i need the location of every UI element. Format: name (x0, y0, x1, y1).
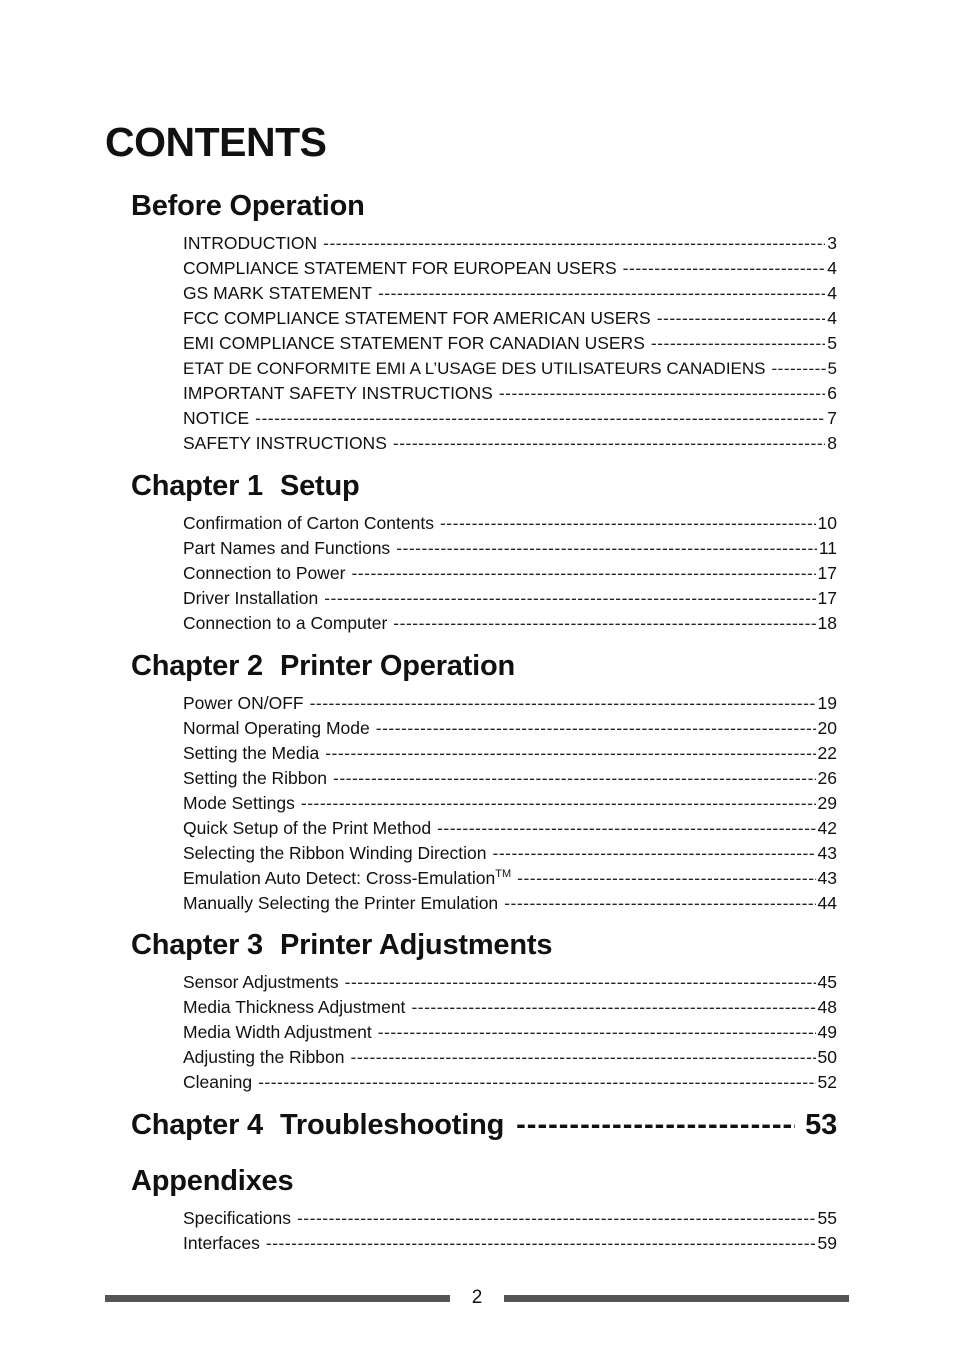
dot-leader (324, 586, 815, 611)
entry-title: Selecting the Ribbon Winding Direction (183, 843, 487, 863)
section-chapter-1 (131, 466, 837, 636)
dot-leader (378, 1020, 816, 1045)
entry-title: Cleaning (183, 1072, 253, 1092)
entry-title: Media Thickness Adjustment (183, 997, 406, 1017)
entry-page: 18 (817, 613, 837, 633)
toc-entry[interactable] (183, 431, 837, 456)
section-chapter-2 (131, 646, 837, 916)
section-before-operation (131, 186, 837, 456)
dot-leader (266, 1231, 816, 1256)
entry-page: 49 (817, 1022, 837, 1042)
entry-title: Driver Installation (183, 588, 319, 608)
dot-leader (301, 791, 816, 816)
entry-title: Media Width Adjustment (183, 1022, 372, 1042)
entry-title: Mode Settings (183, 793, 295, 813)
toc-entry[interactable] (183, 691, 837, 716)
page-title: CONTENTS (105, 119, 327, 165)
entry-page: 4 (827, 258, 837, 278)
chapter-title: Printer Operation (279, 650, 516, 682)
toc-entry[interactable] (183, 995, 837, 1020)
entry-title: Specifications (183, 1208, 291, 1228)
dot-leader (411, 995, 815, 1020)
section-heading (131, 466, 837, 506)
dot-leader (351, 1045, 816, 1070)
section-heading (131, 925, 837, 965)
entry-title: Adjusting the Ribbon (183, 1047, 345, 1067)
toc-entry[interactable] (183, 970, 837, 995)
entry-page: 4 (827, 283, 837, 303)
entry-page: 4 (827, 308, 837, 328)
section-chapter-4 (131, 1105, 837, 1145)
dot-leader (297, 1206, 816, 1231)
chapter-number: Chapter 3 (131, 929, 263, 961)
entry-page: 3 (827, 233, 837, 253)
entry-title: FCC COMPLIANCE STATEMENT FOR AMERICAN USERS (183, 308, 651, 328)
chapter-number: Chapter 4 (131, 1109, 263, 1141)
dot-leader (517, 866, 815, 891)
toc-entry[interactable] (183, 586, 837, 611)
section-heading[interactable] (131, 1105, 837, 1145)
entry-page: 26 (817, 768, 837, 788)
entry-title: Confirmation of Carton Contents (183, 513, 434, 533)
dot-leader (440, 511, 816, 536)
entry-title: COMPLIANCE STATEMENT FOR EUROPEAN USERS (183, 258, 617, 278)
dot-leader (493, 841, 816, 866)
dot-leader (393, 611, 815, 636)
entry-title: Setting the Media (183, 743, 320, 763)
toc-entry[interactable] (183, 1206, 837, 1231)
toc-entry[interactable] (183, 1231, 837, 1256)
chapter-title: Troubleshooting (279, 1109, 505, 1141)
entry-page: 48 (817, 997, 837, 1017)
entry-title: NOTICE (183, 408, 250, 428)
toc-entry-list (183, 231, 837, 456)
chapter-number: Chapter 1 (131, 470, 263, 502)
toc-entry[interactable] (183, 331, 837, 356)
toc-entry[interactable] (183, 1020, 837, 1045)
entry-title: Normal Operating Mode (183, 718, 370, 738)
dot-leader (351, 561, 815, 586)
dot-leader (376, 716, 816, 741)
entry-page: 22 (817, 743, 837, 763)
dot-leader (623, 256, 826, 281)
entry-title: Part Names and Functions (183, 538, 391, 558)
chapter-title: Printer Adjustments (279, 929, 553, 961)
entry-page: 17 (817, 563, 837, 583)
section-heading: Before Operation (131, 190, 365, 222)
dot-leader (499, 381, 825, 406)
entry-title: Quick Setup of the Print Method (183, 818, 432, 838)
toc-entry[interactable] (183, 716, 837, 741)
entry-page: 59 (817, 1233, 837, 1253)
entry-title-text: Emulation Auto Detect: Cross-Emulation (183, 868, 496, 888)
dot-leader (323, 231, 825, 256)
dot-leader (504, 891, 815, 916)
entry-page: 8 (827, 433, 837, 453)
entry-page: 20 (817, 718, 837, 738)
entry-page: 7 (827, 408, 837, 428)
toc-entry[interactable] (183, 381, 837, 406)
entry-page: 29 (817, 793, 837, 813)
toc-entry[interactable] (183, 741, 837, 766)
toc-entry[interactable] (183, 536, 837, 561)
toc-entry[interactable] (183, 866, 837, 891)
entry-page: 10 (817, 513, 837, 533)
entry-page: 50 (817, 1047, 837, 1067)
dot-leader (325, 741, 815, 766)
toc-entry[interactable] (183, 611, 837, 636)
toc-entry-list (183, 511, 837, 636)
entry-page: 44 (817, 893, 837, 913)
entry-page: 5 (827, 333, 837, 353)
toc-entry[interactable] (183, 256, 837, 281)
dot-leader (255, 406, 825, 431)
entry-page: 5 (827, 359, 837, 378)
footer-rule-left (105, 1295, 450, 1302)
toc-entry-list (183, 970, 837, 1095)
chapter-title: Setup (279, 470, 360, 502)
section-heading (131, 646, 837, 686)
entry-title: Power ON/OFF (183, 693, 304, 713)
toc-entry[interactable] (183, 1070, 837, 1095)
entry-page: 19 (817, 693, 837, 713)
entry-title: INTRODUCTION (183, 233, 318, 253)
entry-title: Manually Selecting the Printer Emulation (183, 893, 499, 913)
entry-title: IMPORTANT SAFETY INSTRUCTIONS (183, 383, 493, 403)
chapter-number: Chapter 2 (131, 650, 263, 682)
toc-entry[interactable] (183, 891, 837, 916)
entry-page: 6 (827, 383, 837, 403)
entry-title (183, 866, 511, 891)
entry-title: GS MARK STATEMENT (183, 283, 372, 303)
toc-entry[interactable] (183, 766, 837, 791)
toc-entry[interactable] (183, 511, 837, 536)
entry-page: 55 (817, 1208, 837, 1228)
entry-title: Interfaces (183, 1233, 260, 1253)
section-heading: Appendixes (131, 1165, 294, 1197)
dot-leader (772, 356, 826, 381)
dot-leader (333, 766, 816, 791)
toc-entry[interactable] (183, 406, 837, 431)
toc-entry[interactable] (183, 281, 837, 306)
entry-page: 45 (817, 972, 837, 992)
entry-page: 17 (817, 588, 837, 608)
entry-page: 11 (818, 538, 837, 558)
entry-title: Connection to Power (183, 563, 346, 583)
toc-entry[interactable] (183, 1045, 837, 1070)
toc-entry-list (183, 1206, 837, 1256)
dot-leader (378, 281, 825, 306)
chapter-page: 53 (805, 1109, 837, 1141)
entry-title: Sensor Adjustments (183, 972, 339, 992)
toc-entry[interactable] (183, 561, 837, 586)
dot-leader (651, 331, 825, 356)
toc-entry[interactable] (183, 356, 837, 381)
toc-entry[interactable] (183, 816, 837, 841)
dot-leader (516, 1105, 795, 1145)
page-number: 2 (471, 1287, 483, 1308)
entry-page: 43 (817, 843, 837, 863)
entry-title: Setting the Ribbon (183, 768, 327, 788)
entry-title: ETAT DE CONFORMITE EMI A L’USAGE DES UTILISATEURS CANADIENS (183, 359, 766, 378)
dot-leader (393, 431, 825, 456)
dot-leader (345, 970, 816, 995)
footer-rule-right (504, 1295, 849, 1302)
toc-entry-list (183, 691, 837, 916)
toc-entry[interactable] (183, 306, 837, 331)
trademark-mark: TM (495, 868, 512, 881)
dot-leader (657, 306, 826, 331)
dot-leader (437, 816, 815, 841)
dot-leader (258, 1070, 815, 1095)
toc-entry[interactable] (183, 841, 837, 866)
section-chapter-3 (131, 925, 837, 1095)
dot-leader (396, 536, 817, 561)
dot-leader (310, 691, 816, 716)
entry-title: SAFETY INSTRUCTIONS (183, 433, 387, 453)
toc-entry[interactable] (183, 791, 837, 816)
entry-page: 43 (817, 868, 837, 888)
section-appendixes (131, 1161, 837, 1256)
entry-title: EMI COMPLIANCE STATEMENT FOR CANADIAN USERS (183, 333, 645, 353)
entry-title: Connection to a Computer (183, 613, 388, 633)
entry-page: 52 (817, 1072, 837, 1092)
toc-entry[interactable] (183, 231, 837, 256)
entry-page: 42 (817, 818, 837, 838)
